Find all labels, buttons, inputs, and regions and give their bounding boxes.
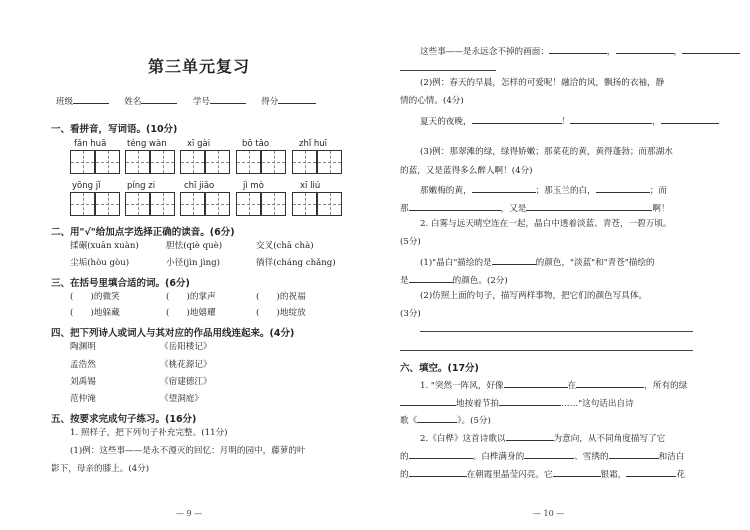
char-box[interactable] bbox=[70, 192, 95, 216]
question-2-1-cont bbox=[400, 273, 508, 287]
text: 那 bbox=[400, 204, 409, 214]
blank[interactable] bbox=[409, 449, 473, 459]
name-label: 姓名 bbox=[124, 97, 142, 107]
char-box[interactable] bbox=[292, 192, 317, 216]
class-field[interactable] bbox=[73, 94, 109, 104]
text: 、雪绣的 bbox=[574, 452, 609, 462]
pinyin-6: yōng jǐ bbox=[72, 181, 101, 191]
text: 的颜色，"淡蓝"和"青苍"描绘的 bbox=[535, 258, 655, 268]
author-item[interactable]: 陶渊明 bbox=[70, 342, 96, 352]
student-info bbox=[56, 94, 316, 107]
char-box[interactable] bbox=[261, 150, 286, 174]
exclaim: ！ bbox=[561, 117, 571, 127]
text: 歌《 bbox=[400, 416, 418, 426]
char-box[interactable] bbox=[180, 150, 205, 174]
char-box[interactable] bbox=[317, 150, 342, 174]
blank[interactable] bbox=[596, 183, 650, 193]
sentence-1 bbox=[420, 44, 740, 58]
author-item[interactable]: 刘禹锡 bbox=[70, 377, 96, 387]
text: 1. "突然一阵风，好像 bbox=[420, 381, 504, 391]
work-item[interactable]: 《桃花源记》 bbox=[160, 360, 212, 370]
sentence-6 bbox=[400, 201, 670, 215]
char-box[interactable] bbox=[205, 192, 230, 216]
text: 的 bbox=[400, 452, 409, 462]
sentence-5 bbox=[420, 183, 667, 197]
text: 的 bbox=[400, 470, 409, 480]
blank[interactable] bbox=[549, 44, 607, 54]
char-box[interactable] bbox=[95, 150, 120, 174]
text: 是 bbox=[400, 276, 409, 286]
s6-q1-line-1 bbox=[420, 378, 687, 392]
reading-item[interactable]: 小径(jìn jìng) bbox=[166, 258, 221, 268]
answer-line[interactable] bbox=[400, 70, 496, 71]
right-page bbox=[383, 0, 750, 530]
text: 在 bbox=[567, 381, 577, 391]
pinyin-1: fǎn huā bbox=[74, 139, 107, 149]
comma: ， bbox=[606, 47, 616, 57]
reading-item[interactable]: 徜徉(cháng chǎng) bbox=[256, 258, 336, 268]
blank[interactable] bbox=[553, 467, 601, 477]
fill-item[interactable]: ( )地嬉耀 bbox=[166, 308, 216, 318]
pinyin-10: xī liú bbox=[300, 181, 321, 191]
example-2-line-2: 情的心情。(4分) bbox=[400, 96, 464, 106]
question-2-line-2: (5分) bbox=[400, 237, 421, 247]
pinyin-8: chī jiǎo bbox=[184, 181, 215, 191]
id-label: 学号 bbox=[192, 97, 210, 107]
blank[interactable] bbox=[492, 255, 536, 265]
char-box[interactable] bbox=[205, 150, 230, 174]
page-number: — 9 — bbox=[176, 509, 203, 518]
example-3-line-2: 的蓝，又是蓝得多么醉人啊！(4分) bbox=[400, 166, 533, 176]
question-2-1 bbox=[420, 255, 655, 269]
text: 银霜， bbox=[600, 470, 627, 480]
fill-item[interactable]: ( )地躲藏 bbox=[70, 308, 120, 318]
page-number: — 10 — bbox=[533, 509, 565, 518]
author-item[interactable]: 孟浩然 bbox=[70, 360, 96, 370]
answer-line[interactable] bbox=[420, 331, 693, 332]
fill-item[interactable]: ( )的祝福 bbox=[256, 292, 306, 302]
text: 。白桦满身的 bbox=[472, 452, 525, 462]
work-item[interactable]: 《岳阳楼记》 bbox=[160, 342, 212, 352]
comma: ， bbox=[673, 47, 683, 57]
pinyin-5: zhǐ huī bbox=[299, 139, 328, 149]
reading-item[interactable]: 尘垢(hòu gòu) bbox=[70, 258, 130, 268]
score-field[interactable] bbox=[278, 94, 316, 104]
example-1-line-1: (1)例：这些事——是永不漫灭的回忆：月明的园中，藤萝的叶 bbox=[70, 446, 306, 456]
char-box[interactable] bbox=[261, 192, 286, 216]
blank[interactable] bbox=[682, 44, 740, 54]
blank[interactable] bbox=[472, 183, 536, 193]
text: ；那玉兰的白， bbox=[535, 186, 596, 196]
section-2-heading: 二、用"√"给加点字选择正确的读音。(6分) bbox=[51, 227, 235, 238]
char-box[interactable] bbox=[317, 192, 342, 216]
char-box[interactable] bbox=[125, 192, 150, 216]
reading-item[interactable]: 胆怯(qiè què) bbox=[166, 241, 223, 251]
blank[interactable] bbox=[504, 378, 568, 388]
text: 为意向，从不同角度描写了它 bbox=[553, 434, 666, 444]
page-title: 第三单元复习 bbox=[148, 57, 251, 76]
fill-item[interactable]: ( )的掌声 bbox=[166, 292, 216, 302]
text: (1)"晶白"描绘的是 bbox=[420, 258, 492, 268]
work-item[interactable]: 《望洞庭》 bbox=[160, 394, 203, 404]
s6-q2-line-2 bbox=[400, 449, 684, 463]
work-item[interactable]: 《宿建德江》 bbox=[160, 377, 212, 387]
reading-item[interactable]: 揉碾(xuān xuàn) bbox=[70, 241, 139, 251]
blank[interactable] bbox=[499, 396, 561, 406]
score-label: 得分 bbox=[261, 97, 279, 107]
blank[interactable] bbox=[409, 273, 453, 283]
example-1-line-2: 影下，母亲的膝上。(4分) bbox=[51, 464, 150, 474]
question-5-1: 1. 照样子，把下列句子补充完整。(11分) bbox=[70, 428, 228, 438]
section-5-heading: 五、按要求完成句子练习。(16分) bbox=[51, 414, 197, 425]
name-field[interactable] bbox=[141, 94, 177, 104]
sentence-3 bbox=[420, 114, 719, 128]
char-box[interactable] bbox=[236, 192, 261, 216]
char-box[interactable] bbox=[180, 192, 205, 216]
blank[interactable] bbox=[506, 431, 554, 441]
text: 2.《白桦》这首诗歌以 bbox=[420, 434, 506, 444]
text: 在朝霞里晶莹闪亮。它 bbox=[466, 470, 553, 480]
blank[interactable] bbox=[609, 449, 659, 459]
blank[interactable] bbox=[409, 467, 467, 477]
text: 和洁白 bbox=[658, 452, 685, 462]
pinyin-9: jì mò bbox=[243, 181, 264, 191]
example-2-line-1: (2)例：春天的早晨，怎样的可爱呢！融洽的风，飘扬的衣袖，静 bbox=[420, 78, 665, 88]
id-field[interactable] bbox=[210, 94, 246, 104]
blank[interactable] bbox=[409, 201, 501, 211]
s6-q2-line-3 bbox=[400, 467, 685, 481]
blank[interactable] bbox=[626, 467, 676, 477]
blank[interactable] bbox=[616, 44, 674, 54]
example-3-line-1: (3)例：那翠滩的绿，绿得娇嫩；那菜花的黄，黄得蓬勃；而那湖水 bbox=[420, 147, 673, 157]
char-box[interactable] bbox=[125, 150, 150, 174]
blank[interactable] bbox=[400, 396, 456, 406]
fill-item[interactable]: ( )的微笑 bbox=[70, 292, 120, 302]
text: 啊！ bbox=[652, 204, 670, 214]
text: 花 bbox=[676, 470, 685, 480]
comma: ， bbox=[652, 117, 661, 127]
section-4-heading: 四、把下列诗人或词人与其对应的作品用线连起来。(4分) bbox=[51, 328, 295, 339]
text: 地按着节拍 bbox=[456, 399, 499, 409]
pinyin-4: bō tāo bbox=[242, 139, 270, 149]
pinyin-7: píng zi bbox=[127, 181, 156, 191]
char-box[interactable] bbox=[292, 150, 317, 174]
text: 那嫩梅的黄， bbox=[420, 186, 472, 196]
pinyin-3: xī gài bbox=[187, 139, 211, 149]
char-box[interactable] bbox=[95, 192, 120, 216]
section-1-heading: 一、看拼音，写词语。(10分) bbox=[51, 124, 178, 135]
blank[interactable] bbox=[472, 114, 562, 124]
text: 的颜色。(2分) bbox=[452, 276, 508, 286]
question-2-2: (2)仿照上面的句子，描写两样事物，把它们的颜色写具体。 bbox=[420, 291, 648, 301]
text: ，所有的绿 bbox=[644, 381, 688, 391]
text: ，又是 bbox=[500, 204, 527, 214]
text: ……"这句话出自诗 bbox=[560, 399, 634, 409]
class-label: 班级 bbox=[56, 97, 74, 107]
s6-q2-line-1 bbox=[420, 431, 665, 445]
sentence-1-text: 这些事——是永远念不掉的画面： bbox=[420, 47, 549, 57]
reading-item[interactable]: 交叉(chā chà) bbox=[256, 241, 314, 251]
question-2-line-1: 2. 白雾与远天晴空连在一起，晶白中透着淡蓝、青苍，一碧万顷。 bbox=[420, 219, 672, 229]
char-box[interactable] bbox=[70, 150, 95, 174]
text: ；而 bbox=[649, 186, 667, 196]
char-box[interactable] bbox=[236, 150, 261, 174]
s6-q1-line-3 bbox=[400, 413, 491, 427]
blank[interactable] bbox=[417, 413, 457, 423]
text: 》。(5分) bbox=[457, 416, 491, 426]
blank[interactable] bbox=[526, 201, 652, 211]
question-2-2-cont: (3分) bbox=[400, 309, 421, 319]
fill-item[interactable]: ( )地绽放 bbox=[256, 308, 306, 318]
author-item[interactable]: 范仲淹 bbox=[70, 394, 96, 404]
blank[interactable] bbox=[570, 114, 652, 124]
answer-line[interactable] bbox=[400, 350, 693, 351]
pinyin-2: téng wàn bbox=[127, 139, 167, 149]
blank[interactable] bbox=[576, 378, 644, 388]
char-box[interactable] bbox=[150, 150, 175, 174]
sentence-3-text: 夏天的夜晚， bbox=[420, 117, 472, 127]
section-6-heading: 六、填空。(17分) bbox=[400, 363, 479, 374]
char-box[interactable] bbox=[150, 192, 175, 216]
blank[interactable] bbox=[524, 449, 574, 459]
blank[interactable] bbox=[661, 114, 719, 124]
s6-q1-line-2 bbox=[400, 396, 634, 410]
section-3-heading: 三、在括号里填合适的词。(6分) bbox=[51, 278, 190, 289]
